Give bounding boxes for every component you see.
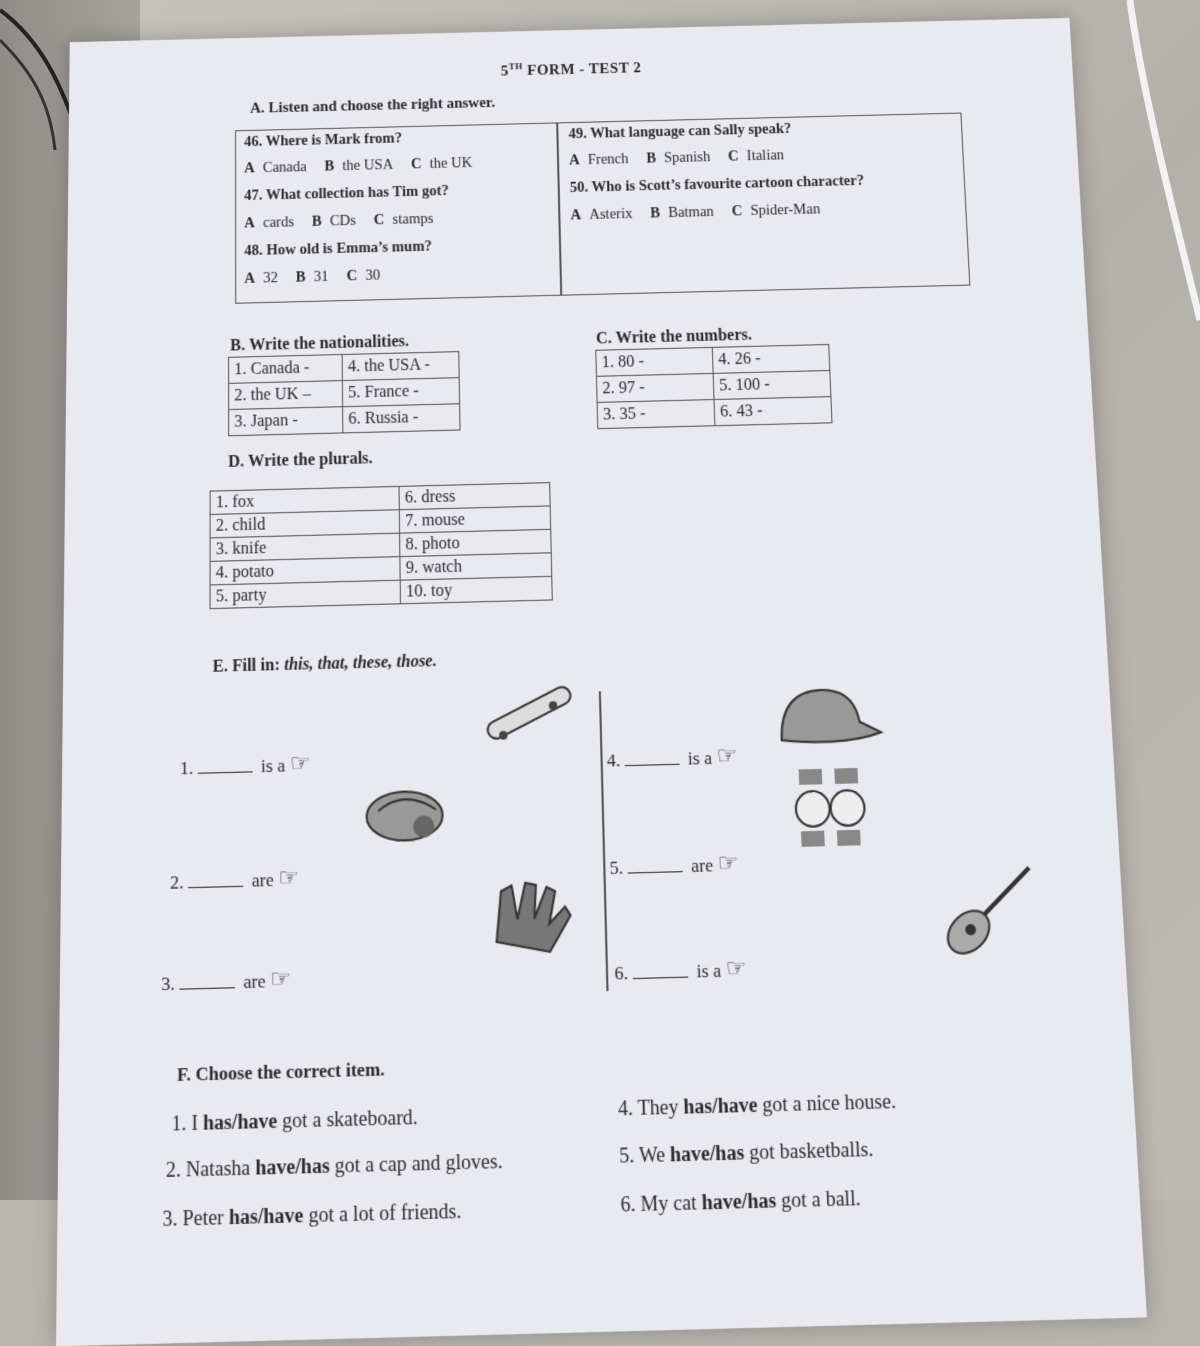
table-cell[interactable]: 6. Russia - [343, 404, 460, 433]
pointing-hand-icon: ☞ [716, 741, 738, 770]
cap-icon [769, 678, 887, 752]
table-cell[interactable]: 1. 80 - [596, 347, 713, 376]
table-cell[interactable]: 3. knife [210, 533, 400, 561]
table-cell[interactable]: 1. Canada - [229, 355, 343, 384]
table-cell[interactable]: 10. toy [400, 576, 552, 603]
section-a-heading: A. Listen and choose the right answer. [250, 94, 496, 117]
section-c-heading: C. Write the numbers. [595, 326, 753, 348]
section-e-heading: E. Fill in: this, that, these, those. [212, 651, 438, 677]
sentence-3[interactable]: 3. Peter has/have got a lot of friends. [162, 1200, 462, 1232]
sentence-1[interactable]: 1. I has/have got a skateboard. [171, 1106, 418, 1137]
cable-right [1110, 0, 1200, 340]
table-cell[interactable]: 6. 43 - [714, 397, 832, 426]
blank-input[interactable] [632, 975, 687, 979]
question-47: 47. What collection has Tim got? [244, 182, 449, 205]
blank-input[interactable] [627, 870, 682, 874]
question-46: 46. Where is Mark from? [244, 130, 403, 151]
table-cell[interactable]: 1. fox [210, 486, 399, 514]
table-cell[interactable]: 2. child [210, 510, 400, 538]
plurals-table [210, 482, 553, 609]
nationalities-table [228, 351, 460, 436]
answers-50[interactable]: A Asterix B Batman C Spider-Man [570, 201, 821, 224]
table-cell[interactable]: 4. potato [210, 557, 400, 585]
fill-item-3: 3. are ☞ [161, 964, 292, 995]
blank-input[interactable] [179, 986, 235, 990]
table-cell[interactable]: 9. watch [400, 553, 552, 580]
table-cell[interactable]: 2. 97 - [596, 373, 714, 402]
fill-item-2: 2. are ☞ [170, 863, 300, 894]
pointing-hand-icon: ☞ [725, 953, 748, 983]
question-50: 50. Who is Scott’s favourite cartoon character? [569, 172, 865, 197]
blank-input[interactable] [625, 763, 680, 767]
answers-46[interactable]: A Canada B the USA C the UK [244, 154, 473, 177]
table-row [229, 404, 460, 436]
table-cell[interactable]: 4. 26 - [712, 344, 830, 373]
pointing-hand-icon: ☞ [289, 748, 311, 777]
answers-49[interactable]: A French B Spanish C Italian [568, 147, 785, 169]
sentence-6[interactable]: 6. My cat have/has got a ball. [620, 1187, 862, 1218]
pointing-hand-icon: ☞ [278, 863, 300, 892]
blank-input[interactable] [188, 885, 243, 889]
section-d-heading: D. Write the plurals. [228, 449, 373, 472]
test-paper [56, 18, 1147, 1346]
sentence-5[interactable]: 5. We have/has got basketballs. [618, 1138, 874, 1169]
sentence-4[interactable]: 4. They has/have got a nice house. [617, 1090, 897, 1122]
watches-icon [788, 765, 876, 861]
gloves-icon [485, 873, 577, 959]
table-cell[interactable]: 8. photo [400, 529, 552, 556]
pointing-hand-icon: ☞ [270, 964, 292, 994]
column-divider [599, 691, 608, 991]
guitar-icon [936, 861, 1042, 964]
table-cell[interactable]: 2. the UK – [229, 381, 343, 410]
table-cell[interactable]: 5. party [210, 580, 400, 608]
fill-item-6: 6. is a ☞ [614, 953, 748, 985]
numbers-table [595, 344, 832, 429]
trainers-icon [362, 765, 458, 856]
blank-input[interactable] [198, 770, 253, 774]
table-row [597, 397, 832, 429]
table-cell[interactable]: 5. France - [342, 378, 459, 407]
section-b-heading: B. Write the nationalities. [230, 332, 410, 355]
section-f-heading: F. Choose the correct item. [176, 1058, 385, 1086]
pointing-hand-icon: ☞ [717, 848, 739, 877]
table-cell[interactable]: 7. mouse [399, 506, 550, 533]
page-title: 5TH FORM - TEST 2 [500, 60, 642, 80]
question-48: 48. How old is Emma’s mum? [244, 238, 433, 260]
section-a-table [235, 113, 970, 304]
sentence-2[interactable]: 2. Natasha have/has got a cap and gloves. [165, 1150, 503, 1183]
fill-item-5: 5. are ☞ [609, 848, 739, 879]
answers-48[interactable]: A 32 B 31 C 30 [244, 267, 381, 288]
table-cell[interactable]: 3. Japan - [229, 407, 343, 436]
table-cell[interactable]: 6. dress [399, 483, 550, 510]
table-cell[interactable]: 4. the USA - [342, 352, 459, 381]
table-cell[interactable]: 5. 100 - [713, 371, 831, 400]
fill-item-4: 4. is a ☞ [606, 741, 738, 772]
skateboard-icon [479, 683, 580, 746]
question-49: 49. What language can Sally speak? [568, 120, 792, 143]
answers-47[interactable]: A cards B CDs C stamps [244, 210, 434, 232]
fill-item-1: 1. is a ☞ [179, 748, 311, 779]
table-cell[interactable]: 3. 35 - [597, 400, 715, 429]
